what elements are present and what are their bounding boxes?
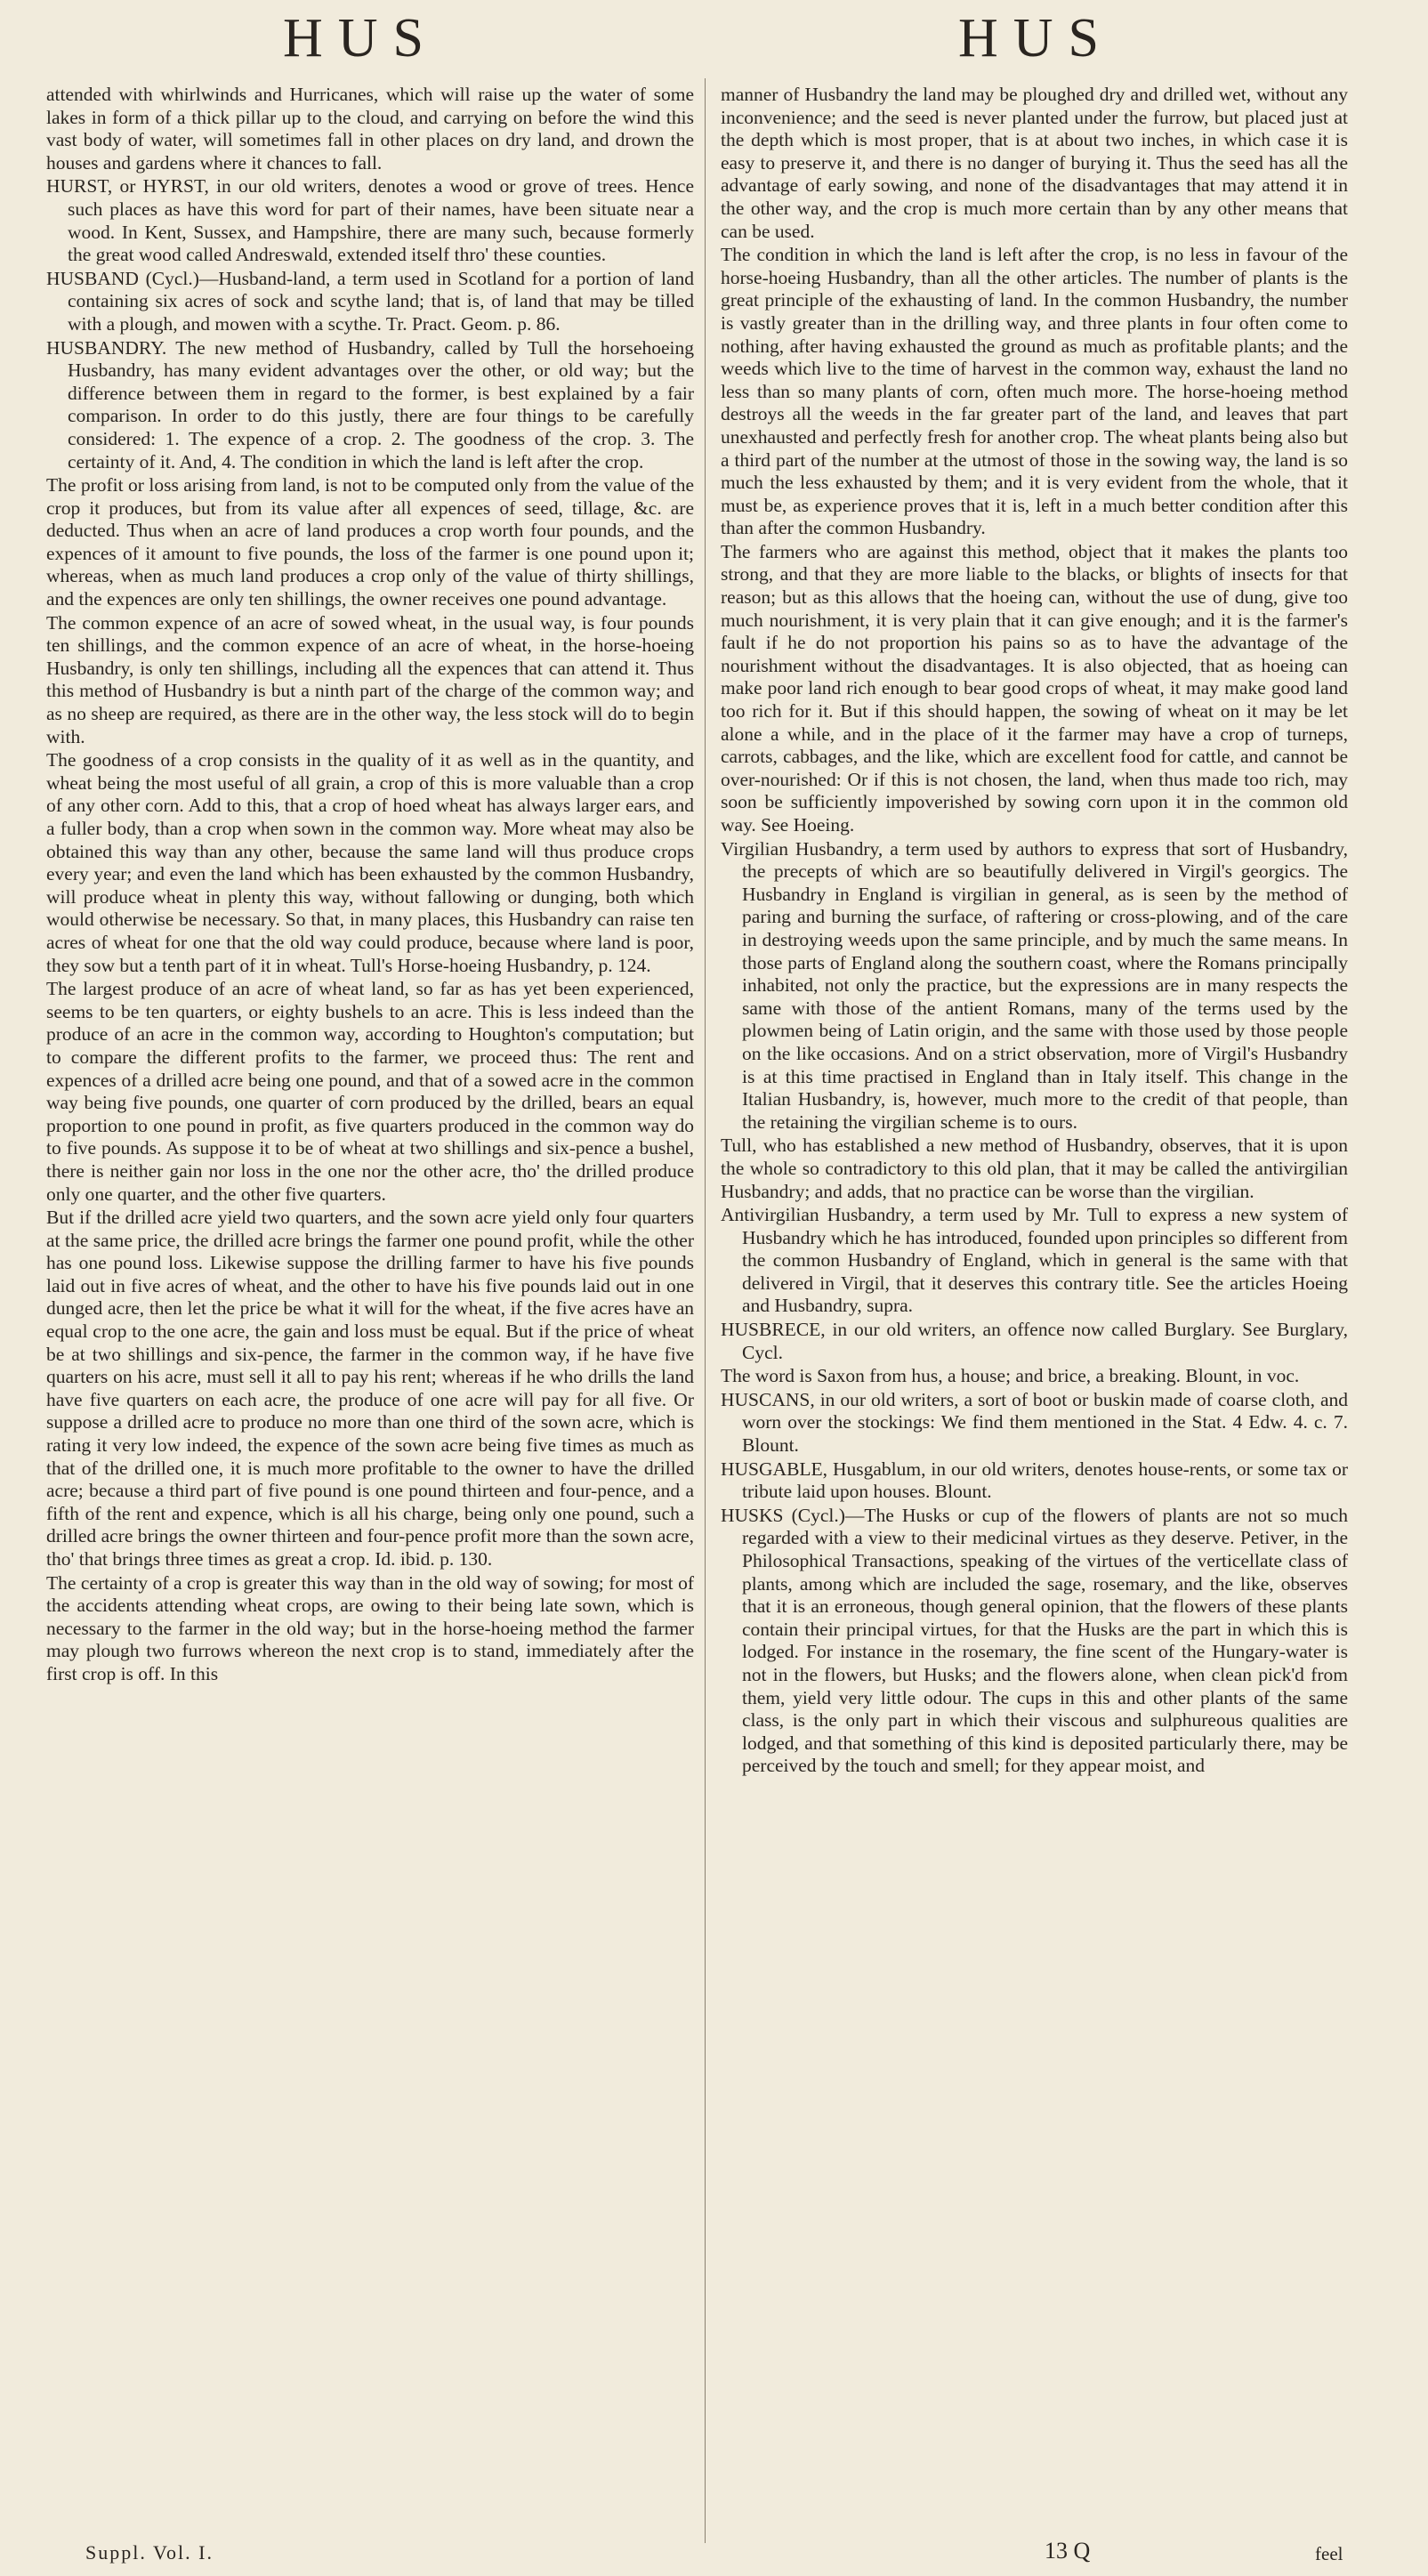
entry-antivirgilian-husbandry: Antivirgilian Husbandry, a term used by Mr. Tull to express a new system of Husbandry which he has introduced, founded upon principles so different from the common Husbandry of England, which in general is the same with that delivered in Virgil, that it deserves this contrary title. See the articles Hoeing and Husbandry, supra. — [721, 1204, 1348, 1317]
entry-virgilian-husbandry: Virgilian Husbandry, a term used by authors to express that sort of Husbandry, the precepts of which are so beautifully delivered in Virgil's georgics. The Husbandry in England is virgilian in general, as is seen by the method of paring and burning the surface, of raftering or cross-plowing, and of the care in destroying weeds upon the same principle, and by much the same means. In those parts of England along the southern coast, where the Romans principally inhabited, not only the practice, but the expressions are in many respects the same with those of the antient Romans, many of the terms used by the plowmen being of Latin origin, and the same with those used by those people on the like occasions. And on a strict observation, more of Virgil's Husbandry is at this time practised in England than in Italy itself. This change in the Italian Husbandry, is, however, much more to the credit of that people, than the retaining the virgilian scheme is to ours. — [721, 837, 1348, 1133]
entry-husks: HUSKS (Cycl.)—The Husks or cup of the flowers of plants are not so much regarded with a view to their medicinal virtues as they deserve. Petiver, in the Philosophical Transactions, speaking of the virtues of the verticellate class of plants, among which are included the sage, rosemary, and the like, observes that it is an erroneous, though general opinion, that the flowers of these plants contain their principal virtues, for that the Husks are the part in which this is lodged. For instance in the rosemary, the fine scent of the Hungary-water is not in the flowers, but Husks; and the flowers alone, when clean pick'd from them, yield very little odour. The cups in this and other plants of the same class, is the only part in which their viscous and sulphureous qualities are lodged, and that something of this kind is deposited particularly there, may be perceived by the touch and smell; for they appear moist, and — [721, 1504, 1348, 1777]
right-paragraph: The farmers who are against this method, object that it makes the plants too strong, and that they are more liable to the blacks, or blights of insects for that reason; but as this allows that the hoeing can, without the use of dung, give too much nourishment, it is very plain that it can give enough; and it is the farmer's fault if he do not proportion his pains so as to have the advantage of the nourishment without the disadvantages. It is also objected, that as hoeing can make poor land rich enough to bear good crops of wheat, it may make good land too rich for it. But if this should happen, the sowing of wheat on it may be let alone a while, and in the place of it the farmer may have a crop of turneps, carrots, cabbages, and the like, which are excellent food for cattle, and cannot be over-nourished: Or if this is not chosen, the land, when thus made too rich, may soon be sufficiently impoverished by sowing corn upon it in the common old way. See Hoeing. — [721, 540, 1348, 836]
right-column — [721, 84, 1348, 1778]
entry-hurst: HURST, or HYRST, in our old writers, denotes a wood or grove of trees. Hence such places as have this word for part of their names, have been situate near a wood. In Kent, Sussex, and Hampshire, there are many such, because formerly the great wood called Andreswald, extended itself thro' these counties. — [46, 175, 694, 266]
entry-husbrece: HUSBRECE, in our old writers, an offence now called Burglary. See Burglary, Cycl. — [721, 1319, 1348, 1363]
signature-mark: 13 Q — [1045, 2538, 1091, 2564]
right-paragraph: The condition in which the land is left after the crop, is no less in favour of the horse-hoeing Husbandry, than all the other articles. The number of plants is the great principle of the exhausting of land. In the common Husbandry, the number is vastly greater than in the drilling way, and three plants in four often come to nothing, after having exhausted the ground as much as profitable plants; and the weeds which live to the time of harvest in the common way, exhaust the land no less than so many plants of corn, often much more. The horse-hoeing method destroys all the weeds in the far greater part of the land, and leaves that part unexhausted and perfectly fresh for another crop. The wheat plants being also but a third part of the number at the utmost of those in the sowing way, the land is so much the less exhausted by them; and it is very evident from the whole, that it must be, as experience proves that it is, left in a much better condition after this than after the common Husbandry. — [721, 244, 1348, 539]
entry-husbandry: HUSBANDRY. The new method of Husbandry, called by Tull the horsehoeing Husbandry, has many evident advantages over the other, or old way; but the difference between them in regard to the former, is best explained by a fair comparison. In order to do this justly, there are four things to be carefully considered: 1. The expence of a crop. 2. The goodness of the crop. 3. The certainty of it. And, 4. The condition in which the land is left after the crop. — [46, 336, 694, 472]
left-paragraph: The profit or loss arising from land, is not to be computed only from the value of the crop it produces, but from its value after all expences of seed, tillage, &c. are deducted. Thus when an acre of land produces a crop worth four pounds, and the expences of it amount to five pounds, the loss of the farmer is one pound upon it; whereas, when as much land produces a crop only of the value of thirty shillings, and the expences are only ten shillings, the owner receives one pound advantage. — [46, 474, 694, 610]
catchword: feel — [1315, 2543, 1343, 2564]
column-divider — [705, 78, 706, 2543]
left-paragraph: But if the drilled acre yield two quarters, and the sown acre yield only four quarters at the same price, the drilled acre brings the farmer one pound profit, while the other has one pound loss. Likewise suppose the drilling farmer to have his five pounds laid out in five acres of wheat, and the other to have his five pounds laid out in one dunged acre, then let the price be what it will for the wheat, if the five acres have an equal crop to the one acre, the gain and loss must be equal. But if the price of wheat be at two shillings and six-pence, the farmer in the common way, if he have five quarters on his acre, must sell it all to pay his rent; whereas if he who drills the land have five quarters on each acre, the produce of one acre will pay for all five. Or suppose a drilled acre to produce no more than one third of the sown acre, which is rating it very low indeed, the expence of the sown acre being five times as much as that of the drilled one, it is much more profitable to the owner to have the drilled acre; because a third part of five pound is one pound thirteen and four-pence, and a fifth of the rent and expence, which is all his charge, being only one pound, such a drilled acre brings the owner thirteen and four-pence profit more than the sown acre, tho' that brings three times as great a crop. Id. ibid. p. 130. — [46, 1207, 694, 1570]
volume-footer: Suppl. Vol. I. — [85, 2541, 214, 2564]
left-paragraph: The common expence of an acre of sowed wheat, in the usual way, is four pounds ten shillings, and the common expence of an acre of wheat, in the horse-hoeing Husbandry, is only ten shillings, including all the expences that can attend it. Thus this method of Husbandry is but a ninth part of the charge of the common way; and as no sheep are required, as there are in the other way, the less stock will do to begin with. — [46, 611, 694, 747]
right-running-head: HUS — [958, 8, 1115, 69]
entry-husgable: HUSGABLE, Husgablum, in our old writers, denotes house-rents, or some tax or tribute laid upon houses. Blount. — [721, 1458, 1348, 1503]
left-paragraph: The certainty of a crop is greater this way than in the old way of sowing; for most of the accidents attending wheat crops, are owing to their being late sown, which is necessary to the farmer in the old way; but in the horse-hoeing method the farmer may plough two furrows whereon the next crop is to stand, immediately after the first crop is off. In this — [46, 1571, 694, 1684]
left-column — [46, 84, 694, 1686]
right-paragraph: manner of Husbandry the land may be ploughed dry and drilled wet, without any inconvenience; and the seed is never planted under the furrow, but placed just at the depth which is most proper, that is at about two inches, in which case it is easy to preserve it, and there is no danger of burying it. Thus the seed has all the advantage of early sowing, and none of the disadvantages that may attend it in the other way, and the crop is much more certain than by any other means that can be used. — [721, 84, 1348, 242]
left-running-head: HUS — [283, 8, 440, 69]
entry-huscans: HUSCANS, in our old writers, a sort of boot or buskin made of coarse cloth, and worn over the stockings: We find them mentioned in the Stat. 4 Edw. 4. c. 7. Blount. — [721, 1388, 1348, 1457]
left-paragraph: The largest produce of an acre of wheat land, so far as has yet been experienced, seems to be ten quarters, or eighty bushels to an acre. This is less indeed than the produce of an acre in the common way, according to Houghton's computation; but to compare the different profits to the farmer, we proceed thus: The rent and expences of a drilled acre being one pound, and that of a sowed acre in the common way being five pounds, one quarter of corn produced by the drilled, bears an equal proportion to one pound in profit, as five quarters produced in the common way do to five pounds. As suppose it to be of wheat at two shillings and six-pence a bushel, there is neither gain nor loss in the one nor the other acre, tho' the drilled produce only one quarter, and the other five quarters. — [46, 978, 694, 1205]
left-paragraph: attended with whirlwinds and Hurricanes, which will raise up the water of some lakes in form of a thick pillar up to the cloud, and carrying on before the wind this vast body of water, will sometimes fall in other places on dry land, and drown the houses and gardens where it chances to fall. — [46, 84, 694, 174]
right-paragraph: Tull, who has established a new method of Husbandry, observes, that it is upon the whole so contradictory to this old plan, that it may be called the antivirgilian Husbandry; and adds, that no practice can be worse than the virgilian. — [721, 1135, 1348, 1202]
left-paragraph: The goodness of a crop consists in the quality of it as well as in the quantity, and wheat being the most useful of all grain, a crop of this is more valuable than a crop of any other corn. Add to this, that a crop of hoed wheat has always larger ears, and a fuller body, than a crop when sown in the common way. More wheat may also be obtained this way than any other, because the same land will thus produce crops every year; and even the land which has been exhausted by the common Husbandry, will produce wheat in plenty this way, without fallowing or dunging, both which would otherwise be necessary. So that, in many places, this Husbandry can raise ten acres of wheat for one that the old way could produce, because where land is poor, they sow but a tenth part of it in wheat. Tull's Horse-hoeing Husbandry, p. 124. — [46, 749, 694, 976]
running-header — [0, 0, 1428, 80]
right-paragraph: The word is Saxon from hus, a house; and brice, a breaking. Blount, in voc. — [721, 1365, 1300, 1387]
entry-husband: HUSBAND (Cycl.)—Husband-land, a term used in Scotland for a portion of land containing six acres of sock and scythe land; that is, of land that may be tilled with a plough, and mowen with a scythe. Tr. Pract. Geom. p. 86. — [46, 267, 694, 335]
